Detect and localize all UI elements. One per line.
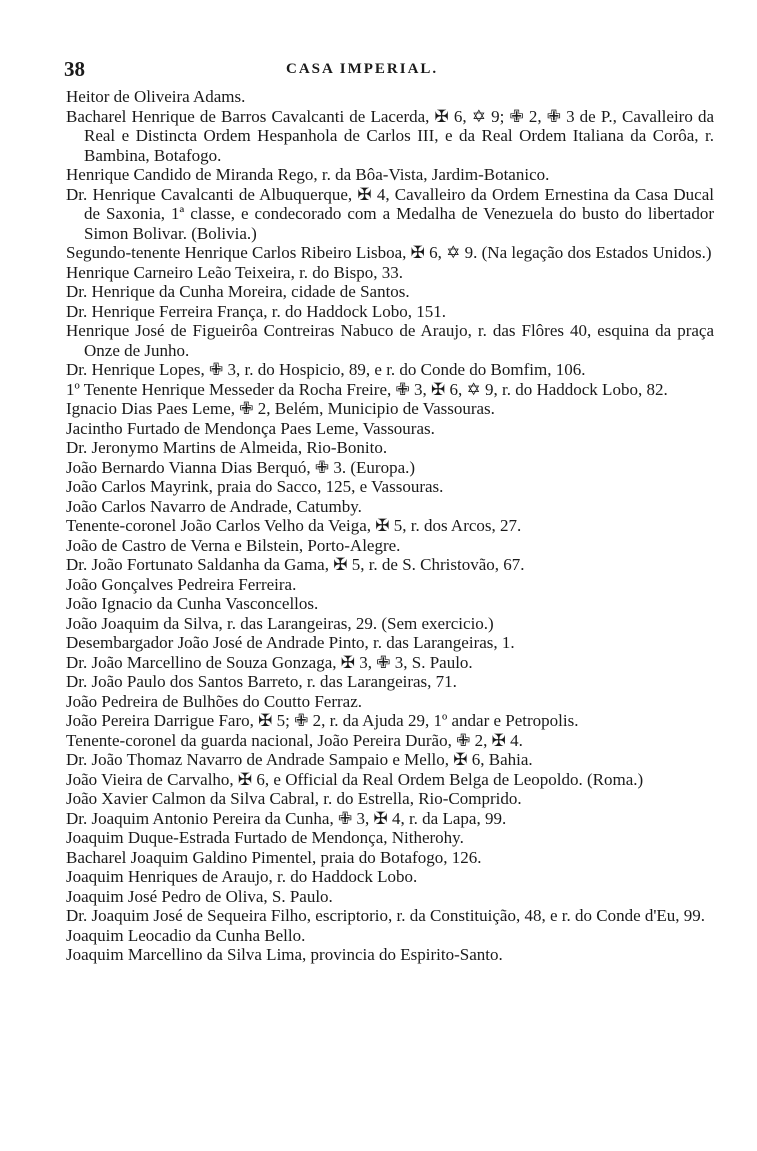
list-item: Tenente-coronel da guarda nacional, João Pereira Durão, ✙ 2, ✠ 4.	[66, 730, 523, 750]
list-item: João Xavier Calmon da Silva Cabral, r. do Estrella, Rio-Comprido.	[66, 789, 522, 808]
list-item: Dr. Henrique Cavalcanti de Albuquerque, ✠ 4, Cavalleiro da Ordem Ernestina da Casa Ducal de Saxonia, 1ª classe, e condecorado com a Medalha de Venezuela do busto do libertador Simon Bolivar. (Bolivia.)	[66, 184, 714, 243]
list-item: João Pedreira de Bulhões do Coutto Ferraz.	[66, 691, 363, 711]
list-item: João de Castro de Verna e Bilstein, Porto-Alegre.	[66, 535, 401, 555]
list-item: Joaquim José Pedro de Oliva, S. Paulo.	[66, 886, 333, 906]
list-item: Dr. João Paulo dos Santos Barreto, r. das Larangeiras, 71.	[66, 672, 457, 691]
list-item: João Vieira de Carvalho, ✠ 6, e Official da Real Ordem Belga de Leopoldo. (Roma.)	[66, 769, 644, 789]
list-item: Heitor de Oliveira Adams.	[66, 87, 246, 106]
list-item: Tenente-coronel João Carlos Velho da Veiga, ✠ 5, r. dos Arcos, 27.	[66, 516, 522, 535]
list-item: Henrique Candido de Miranda Rego, r. da Bôa-Vista, Jardim-Botanico.	[66, 165, 550, 184]
list-item: Dr. João Thomaz Navarro de Andrade Sampaio e Mello, ✠ 6, Bahia.	[66, 750, 533, 769]
list-item: Joaquim Leocadio da Cunha Bello.	[66, 925, 306, 945]
list-item: Henrique José de Figueirôa Contreiras Nabuco de Araujo, r. das Flôres 40, esquina da praça Onze de Junho.	[66, 321, 714, 360]
list-item: Dr. João Fortunato Saldanha da Gama, ✠ 5, r. de S. Christovão, 67.	[66, 555, 525, 574]
list-item: Segundo-tenente Henrique Carlos Ribeiro Lisboa, ✠ 6, ✡ 9. (Na legação dos Estados Unidos.)	[66, 243, 712, 262]
list-item: Ignacio Dias Paes Leme, ✙ 2, Belém, Municipio de Vassouras.	[66, 399, 495, 418]
list-item: João Gonçalves Pedreira Ferreira.	[66, 574, 297, 594]
list-item: Dr. Jeronymo Martins de Almeida, Rio-Bonito.	[66, 438, 388, 457]
page-header	[64, 56, 704, 82]
list-item: Dr. Joaquim José de Sequeira Filho, escriptorio, r. da Constituição, 48, e r. do Conde d'Eu, 99.	[66, 906, 706, 925]
list-item: Dr. Henrique da Cunha Moreira, cidade de Santos.	[66, 282, 410, 301]
list-item: Joaquim Henriques de Araujo, r. do Haddock Lobo.	[66, 867, 418, 886]
running-title: CASA IMPERIAL.	[286, 61, 439, 77]
list-item: Dr. Henrique Ferreira França, r. do Haddock Lobo, 151.	[66, 301, 447, 321]
list-item: Joaquim Duque-Estrada Furtado de Mendonça, Nitherohy.	[66, 828, 464, 847]
list-item: Bacharel Joaquim Galdino Pimentel, praia do Botafogo, 126.	[66, 847, 482, 867]
list-item: João Pereira Darrigue Faro, ✠ 5; ✙ 2, r. da Ajuda 29, 1º andar e Petropolis.	[66, 711, 579, 730]
list-item: João Carlos Mayrink, praia do Sacco, 125, e Vassouras.	[66, 477, 444, 496]
list-item: Joaquim Marcellino da Silva Lima, provincia do Espirito-Santo.	[66, 945, 503, 964]
list-item: Dr. Henrique Lopes, ✙ 3, r. do Hospicio, 89, e r. do Conde do Bomfim, 106.	[66, 360, 586, 379]
list-item: Dr. Joaquim Antonio Pereira da Cunha, ✙ 3, ✠ 4, r. da Lapa, 99.	[66, 808, 507, 828]
name-list	[66, 87, 714, 965]
list-item: João Ignacio da Cunha Vasconcellos.	[66, 594, 319, 613]
list-item: Jacintho Furtado de Mendonça Paes Leme, Vassouras.	[66, 418, 435, 438]
page-number: 38	[64, 57, 85, 81]
list-item: Bacharel Henrique de Barros Cavalcanti de Lacerda, ✠ 6, ✡ 9; ✙ 2, ✙ 3 de P., Cavalleiro da Real e Distincta Ordem Hespanhola de Carlos III, e da Real Ordem Italiana da Corôa, r. Bambina, Botafogo.	[66, 106, 714, 165]
list-item: João Carlos Navarro de Andrade, Catumby.	[66, 496, 362, 516]
list-item: Dr. João Marcellino de Souza Gonzaga, ✠ 3, ✙ 3, S. Paulo.	[66, 652, 473, 672]
list-item: Desembargador João José de Andrade Pinto, r. das Larangeiras, 1.	[66, 633, 515, 652]
list-item: João Bernardo Vianna Dias Berquó, ✙ 3. (Europa.)	[66, 457, 416, 477]
list-item: João Joaquim da Silva, r. das Larangeiras, 29. (Sem exercicio.)	[66, 613, 494, 633]
list-item: Henrique Carneiro Leão Teixeira, r. do Bispo, 33.	[66, 262, 403, 282]
list-item: 1º Tenente Henrique Messeder da Rocha Freire, ✙ 3, ✠ 6, ✡ 9, r. do Haddock Lobo, 82.	[66, 379, 668, 399]
